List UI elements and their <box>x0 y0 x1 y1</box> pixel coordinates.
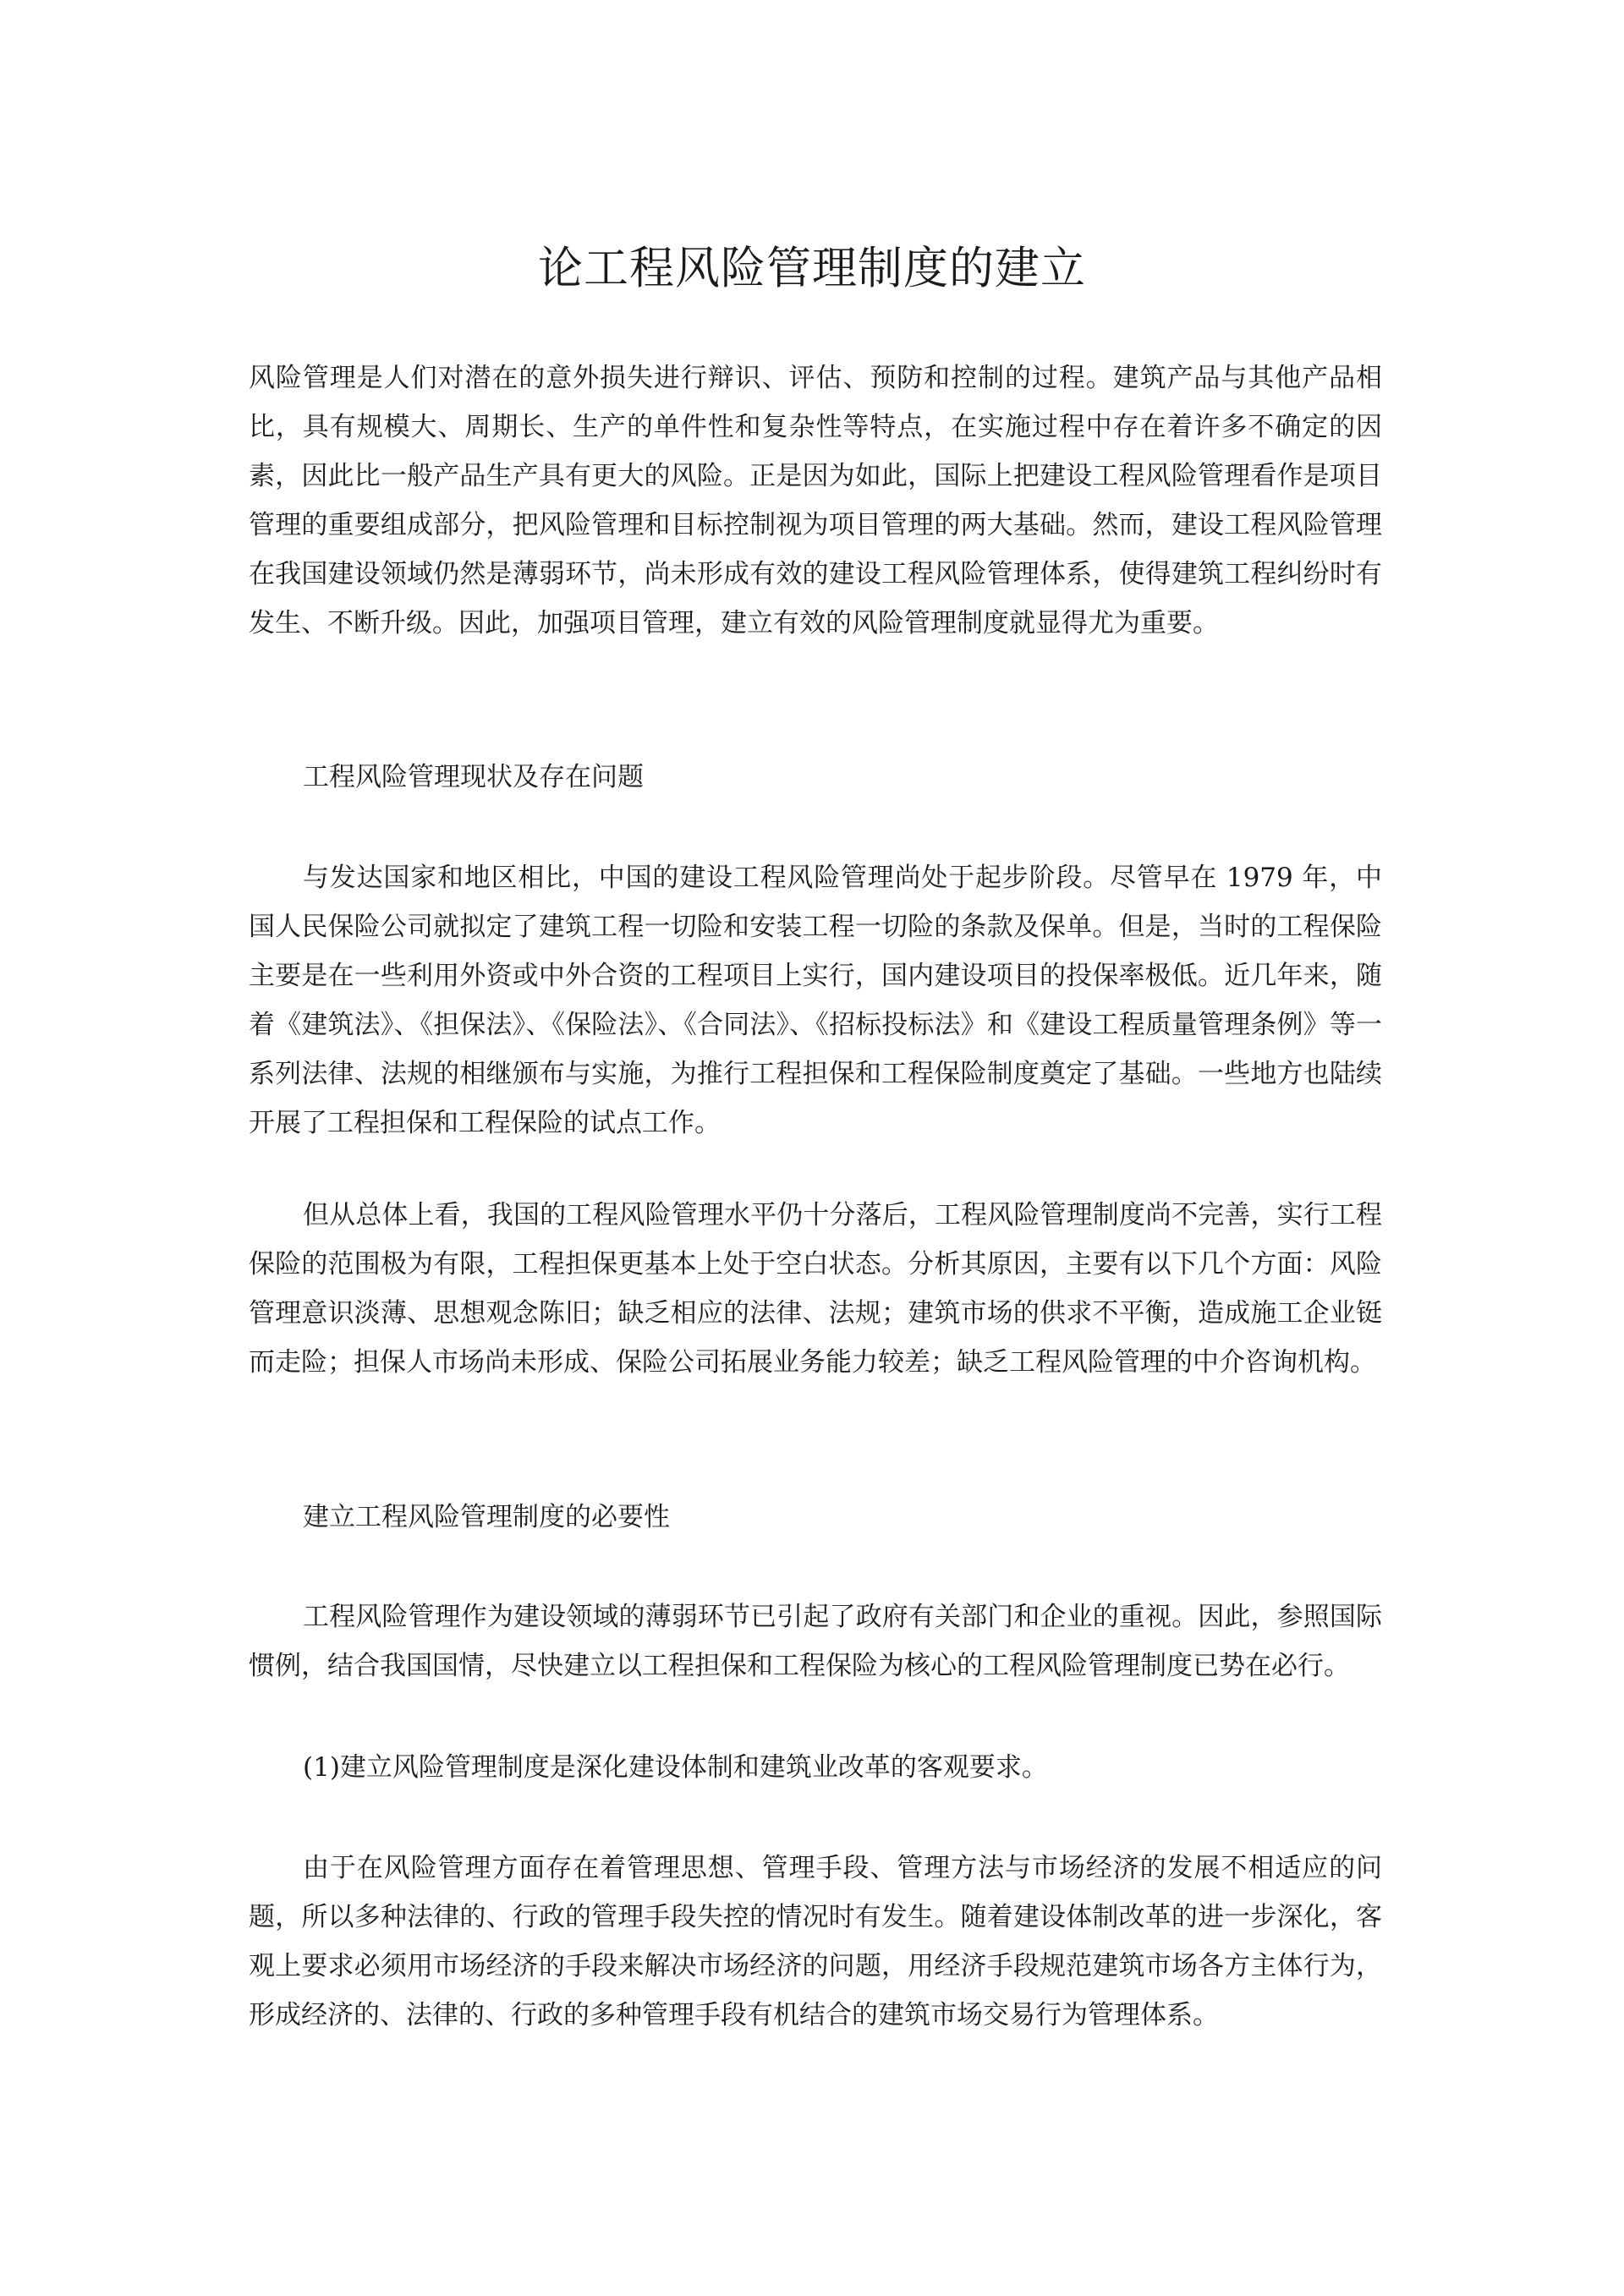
section-heading-necessity: 建立工程风险管理制度的必要性 <box>303 1502 670 1532</box>
subheading-point-1: (1)建立风险管理制度是深化建设体制和建筑业改革的客观要求。 <box>303 1752 1048 1783</box>
paragraph-status: 与发达国家和地区相比，中国的建设工程风险管理尚处于起步阶段。尽管早在 1979 年，中国人民保险公司就拟定了建筑工程一切险和安装工程一切险的条款及保单。但是，当时的工程保险主要是在一些利用外资或中外合资的工程项目上实行，国内建设项目的投保率极低。近几年来，随着《建筑法》、《担保法》、《保险法》、《合同法》、《招标投标法》和《建设工程质量管理条例》等一系列法律、法规的相继颁布与实施，为推行工程担保和工程保险制度奠定了基础。一些地方也陆续开展了工程担保和工程保险的试点工作。 <box>249 863 1382 1138</box>
document-title: 论工程风险管理制度的建立 <box>538 243 1086 294</box>
section-heading-status: 工程风险管理现状及存在问题 <box>303 762 644 792</box>
paragraph-overview: 但从总体上看，我国的工程风险管理水平仍十分落后，工程风险管理制度尚不完善，实行工程保险的范围极为有限，工程担保更基本上处于空白状态。分析其原因，主要有以下几个方面：风险管理意识淡薄、思想观念陈旧；缺乏相应的法律、法规；建筑市场的供求不平衡，造成施工企业铤而走险；担保人市场尚未形成、保险公司拓展业务能力较差；缺乏工程风险管理的中介咨询机构。 <box>249 1200 1382 1378</box>
paragraph-necessity: 工程风险管理作为建设领域的薄弱环节已引起了政府有关部门和企业的重视。因此，参照国际惯例，结合我国国情，尽快建立以工程担保和工程保险为核心的工程风险管理制度已势在必行。 <box>249 1602 1382 1681</box>
paragraph-intro: 风险管理是人们对潜在的意外损失进行辩识、评估、预防和控制的过程。建筑产品与其他产品相比，具有规模大、周期长、生产的单件性和复杂性等特点，在实施过程中存在着许多不确定的因素，因此比一般产品生产具有更大的风险。正是因为如此，国际上把建设工程风险管理看作是项目管理的重要组成部分，把风险管理和目标控制视为项目管理的两大基础。然而，建设工程风险管理在我国建设领域仍然是薄弱环节，尚未形成有效的建设工程风险管理体系，使得建筑工程纠纷时有发生、不断升级。因此，加强项目管理，建立有效的风险管理制度就显得尤为重要。 <box>249 363 1382 638</box>
paragraph-point-1: 由于在风险管理方面存在着管理思想、管理手段、管理方法与市场经济的发展不相适应的问题，所以多种法律的、行政的管理手段失控的情况时有发生。随着建设体制改革的进一步深化，客观上要求必须用市场经济的手段来解决市场经济的问题，用经济手段规范建筑市场各方主体行为，形成经济的、法律的、行政的多种管理手段有机结合的建筑市场交易行为管理体系。 <box>249 1853 1382 2030</box>
